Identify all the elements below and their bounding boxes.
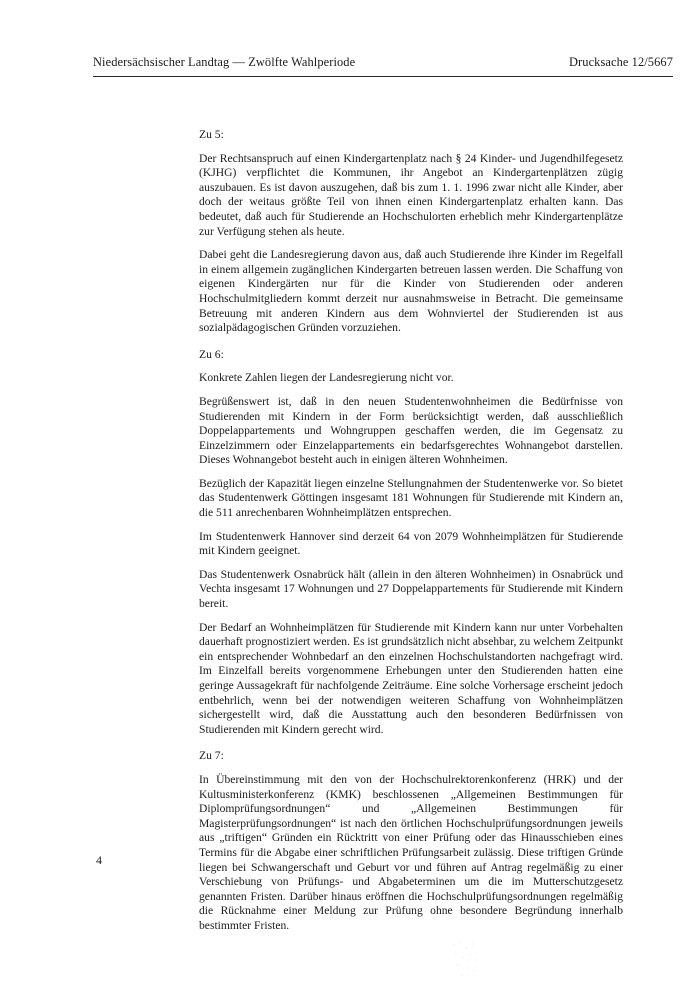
paragraph: Der Rechtsanspruch auf einen Kindergartenplatz nach § 24 Kinder- und Jugendhilfegesetz (KJHG) verpflichtet die Kommunen, ihr Angebot an Kindergartenplätzen zügig auszubauen. Es ist davon auszugehen, daß bis zum 1. 1. 1996 zwar nicht alle Kinder, aber doch der weitaus größte Teil von ihnen einen Kindergartenplatz erhalten kann. Das bedeutet, daß auch für Studierende an Hochschulorten erheblich mehr Kindergartenplätze zur Verfügung stehen als heute. [199, 151, 623, 238]
document-body [199, 128, 623, 943]
section-heading: Zu 5: [199, 128, 224, 141]
section-heading: Zu 6: [199, 347, 224, 361]
paragraph: Dabei geht die Landesregierung davon aus, daß auch Studierende ihre Kinder im Regelfall in einem allgemein zugänglichen Kindergarten betreuen lassen werden. Die Schaffung von eigenen Kindergärten nur für die Kinder von Studierenden oder anderen Hochschulmitgliedern kommt derzeit nur ausnahmsweise in Betracht. Die gemeinsame Betreuung mit anderen Kindern aus dem Wohnviertel der Studierenden ist aus sozialpädagogischen Gründen vorzuziehen. [199, 248, 623, 335]
paragraph: Der Bedarf an Wohnheimplätzen für Studierende mit Kindern kann nur unter Vorbehalten dauerhaft prognostiziert werden. Es ist grundsätzlich nicht absehbar, zu welchem Zeitpunkt ein entsprechender Wohnbedarf an den einzelnen Hochschulstandorten nachgefragt wird. Im Einzelfall bereits vorgenommene Erhebungen unter den Studierenden hatten eine geringe Aussagekraft für nachfolgende Zeiträume. Eine solche Vorhersage erscheint jedoch entbehrlich, wenn bei der notwendigen weiteren Schaffung von Wohnheimplätzen sichergestellt wird, daß die Ausstattung auch den besonderen Bedürfnissen von Studierenden mit Kindern gerecht wird. [199, 620, 623, 736]
document-number: Drucksache 12/5667 [569, 55, 673, 69]
header-title: Niedersächsischer Landtag — Zwölfte Wahlperiode [93, 55, 356, 69]
paragraph: Im Studentenwerk Hannover sind derzeit 64 von 2079 Wohnheimplätzen für Studierende mit Kindern geeignet. [199, 529, 623, 558]
section-heading: Zu 7: [199, 749, 224, 763]
paragraph: Begrüßenswert ist, daß in den neuen Studentenwohnheimen die Bedürfnisse von Studierenden mit Kindern in der Form berücksichtigt werden, daß ausschließlich Doppelappartements und Wohngruppen geschaffen werden, die im Gegensatz zu Einzelzimmern oder Einzelappartements ein bedarfsgerechtes Wohnangebot darstellen. Dieses Wohnangebot besteht auch in einigen älteren Wohnheimen. [199, 394, 623, 467]
paragraph: Das Studentenwerk Osnabrück hält (allein in den älteren Wohnheimen) in Osnabrück und Vechta insgesamt 17 Wohnungen und 27 Doppelappartements für Studierende mit Kindern bereit. [199, 567, 623, 611]
paragraph: Konkrete Zahlen liegen der Landesregierung nicht vor. [199, 371, 454, 385]
header-rule [93, 76, 673, 77]
running-header [93, 55, 673, 75]
scan-noise [448, 940, 484, 980]
paragraph: Bezüglich der Kapazität liegen einzelne Stellungnahmen der Studentenwerke vor. So bietet das Studentenwerk Göttingen insgesamt 181 Wohnungen für Studierende mit Kindern an, die 511 anrechenbaren Wohnheimplätzen entsprechen. [199, 476, 623, 520]
paragraph: In Übereinstimmung mit den von der Hochschulrektorenkonferenz (HRK) und der Kultusministerkonferenz (KMK) beschlossenen „Allgemeinen Bestimmungen für Diplomprüfungsordnungen“ und „Allgemeinen Bestimmungen für Magisterprüfungsordnungen“ ist nach den örtlichen Hochschulprüfungsordnungen jeweils aus „triftigen“ Gründen ein Rücktritt von einer Prüfung oder das Hinausschieben eines Termins für die Abgabe einer schriftlichen Prüfungsarbeit zulässig. Diese triftigen Gründe liegen bei Schwangerschaft und Geburt vor und führen auf Antrag regelmäßig zu einer Verschiebung von Prüfungs- und Abgabeterminen um die im Mutterschutzgesetz genannten Fristen. Darüber hinaus eröffnen die Hochschulprüfungsordnungen regelmäßig die Rücknahme einer Meldung zur Prüfung ohne besondere Begründung innerhalb bestimmter Fristen. [199, 772, 623, 932]
page-number: 4 [96, 853, 102, 867]
